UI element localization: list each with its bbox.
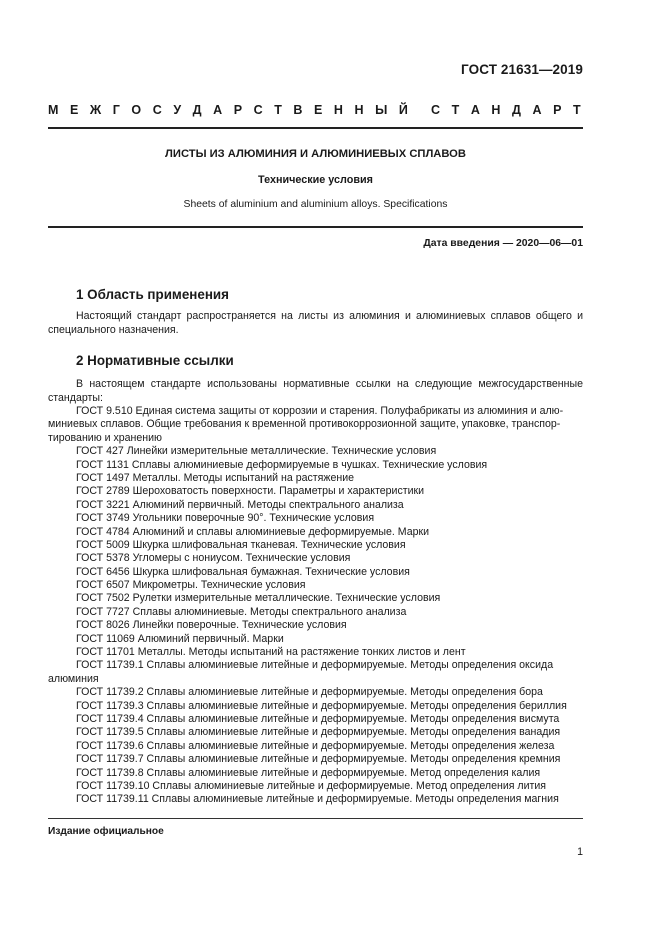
reference-item: ГОСТ 11739.3 Сплавы алюминиевые литейные и деформируемые. Методы определения бериллия (76, 699, 567, 712)
introduction-date: Дата введения — 2020—06—01 (423, 238, 583, 249)
reference-item: ГОСТ 2789 Шероховатость поверхности. Параметры и характеристики (76, 485, 425, 498)
category-letter: С (253, 103, 263, 117)
reference-item: ГОСТ 4784 Алюминий и сплавы алюминиевые деформируемые. Марки (76, 525, 430, 538)
reference-item: ГОСТ 1131 Сплавы алюминиевые деформируемые в чушках. Технические условия (76, 458, 488, 471)
category-letter: Н (333, 103, 343, 117)
reference-item-continuation: тированию и хранению (48, 431, 163, 444)
category-letter: Й (398, 103, 408, 117)
reference-item: ГОСТ 11739.7 Сплавы алюминиевые литейные и деформируемые. Методы определения кремния (76, 753, 561, 766)
reference-item: ГОСТ 7502 Рулетки измерительные металлические. Технические условия (76, 592, 441, 605)
reference-item: ГОСТ 6507 Микрометры. Технические условия (76, 579, 306, 592)
reference-item: ГОСТ 11739.1 Сплавы алюминиевые литейные и деформируемые. Методы определения оксида (76, 659, 554, 672)
reference-item-continuation: алюминия (48, 672, 99, 685)
reference-item: ГОСТ 11739.8 Сплавы алюминиевые литейные и деформируемые. Метод определения калия (76, 766, 541, 779)
category-letter: Е (314, 103, 323, 117)
reference-item: ГОСТ 11739.6 Сплавы алюминиевые литейные и деформируемые. Методы определения железа (76, 739, 555, 752)
reference-item: ГОСТ 3221 Алюминий первичный. Методы спектрального анализа (76, 498, 404, 511)
reference-item: ГОСТ 1497 Металлы. Методы испытаний на растяжение (76, 471, 355, 484)
standard-category-heading (48, 103, 581, 117)
category-letter: Г (112, 103, 120, 117)
reference-item: ГОСТ 11739.10 Сплавы алюминиевые литейные и деформируемые. Метод определения лития (76, 779, 547, 792)
category-letter: Р (233, 103, 243, 117)
category-letter: Р (553, 103, 562, 117)
section-2-title: 2 Нормативные ссылки (76, 353, 234, 368)
footer-divider (48, 818, 583, 819)
document-code: ГОСТ 21631—2019 (461, 62, 583, 77)
reference-item: ГОСТ 5009 Шкурка шлифовальная тканевая. Технические условия (76, 538, 406, 551)
reference-item: ГОСТ 11739.4 Сплавы алюминиевые литейные и деформируемые. Методы определения висмута (76, 712, 560, 725)
category-letter: Т (274, 103, 282, 117)
category-letter: У (173, 103, 182, 117)
section-1-text: Настоящий стандарт распространяется на листы из алюминия и алюминиевых сплавов общего и специального назначения. (48, 310, 583, 336)
reference-item: ГОСТ 8026 Линейки поверочные. Технические условия (76, 619, 347, 632)
reference-item: ГОСТ 6456 Шкурка шлифовальная бумажная. Технические условия (76, 565, 410, 578)
reference-item: ГОСТ 5378 Угломеры с нониусом. Технические условия (76, 552, 351, 565)
section-1-title: 1 Область применения (76, 287, 229, 302)
normative-references-list (48, 405, 583, 807)
reference-item: ГОСТ 11739.2 Сплавы алюминиевые литейные и деформируемые. Методы определения бора (76, 686, 543, 699)
category-letter: Т (572, 103, 581, 117)
document-title-english: Sheets of aluminium and aluminium alloys. Specifications (183, 199, 448, 210)
category-letter: Е (69, 103, 79, 117)
reference-item: ГОСТ 3749 Угольники поверочные 90°. Технические условия (76, 512, 375, 525)
category-letter: Н (491, 103, 501, 117)
category-letter: Ы (375, 103, 388, 117)
category-letter: В (293, 103, 303, 117)
category-letter: А (532, 103, 542, 117)
reference-item: ГОСТ 7727 Сплавы алюминиевые. Методы спектрального анализа (76, 605, 407, 618)
category-letter: С (152, 103, 162, 117)
reference-item: ГОСТ 11069 Алюминий первичный. Марки (76, 632, 284, 645)
page-number: 1 (577, 846, 583, 858)
reference-item: ГОСТ 11739.11 Сплавы алюминиевые литейные и деформируемые. Методы определения магния (76, 793, 559, 806)
category-letter: С (431, 103, 441, 117)
section-2-intro: В настоящем стандарте использованы нормативные ссылки на следующие межгосударственные стандарты: (48, 378, 583, 404)
category-letter: Н (354, 103, 364, 117)
official-edition-label: Издание официальное (48, 826, 164, 837)
category-letter: Д (192, 103, 202, 117)
reference-item: ГОСТ 9.510 Единая система защиты от коррозии и старения. Полуфабрикаты из алюминия и алю- (76, 405, 564, 417)
category-letter: Д (512, 103, 521, 117)
category-letter: Т (451, 103, 460, 117)
document-title: ЛИСТЫ ИЗ АЛЮМИНИЯ И АЛЮМИНИЕВЫХ СПЛАВОВ (165, 148, 466, 160)
reference-item: ГОСТ 11701 Металлы. Методы испытаний на растяжение тонких листов и лент (76, 646, 466, 659)
header-divider (48, 127, 583, 129)
title-divider (48, 226, 583, 228)
document-subtitle: Технические условия (258, 174, 373, 186)
category-letter: О (131, 103, 142, 117)
category-letter: М (48, 103, 59, 117)
category-letter: А (213, 103, 223, 117)
reference-item-continuation: миниевых сплавов. Общие требования к временной противокоррозионной защите, упаковке, транспор- (48, 418, 561, 431)
reference-item: ГОСТ 427 Линейки измерительные металлические. Технические условия (76, 445, 437, 458)
category-letter: А (470, 103, 480, 117)
category-letter: Ж (89, 103, 102, 117)
reference-item: ГОСТ 11739.5 Сплавы алюминиевые литейные и деформируемые. Методы определения ванадия (76, 726, 561, 739)
